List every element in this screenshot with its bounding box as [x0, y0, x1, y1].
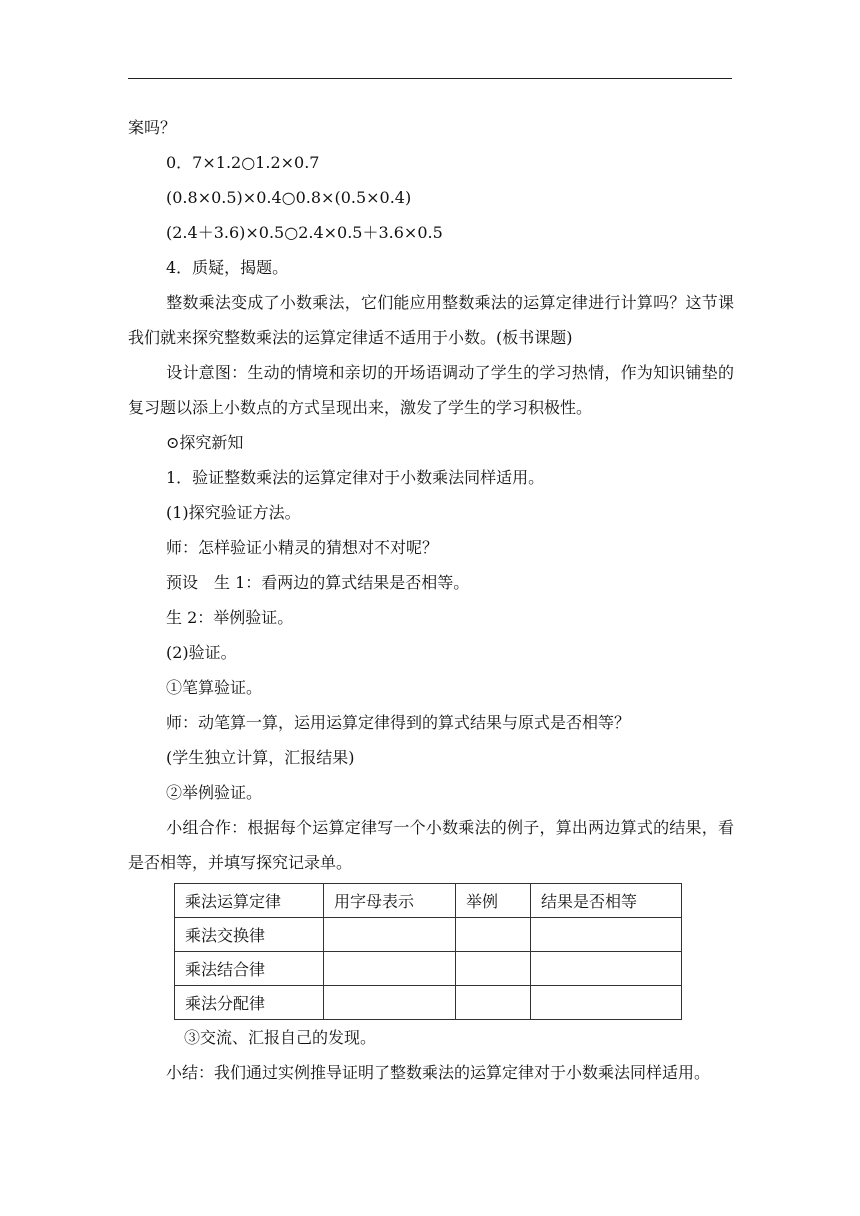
table-cell [456, 952, 531, 986]
table-cell [324, 952, 456, 986]
text-line: 预设 生 1：看两边的算式结果是否相等。 [166, 573, 470, 592]
section-heading: 4．质疑，揭题。 [166, 258, 289, 277]
table-header-cell: 举例 [456, 884, 531, 918]
paragraph: 整数乘法变成了小数乘法，它们能应用整数乘法的运算定律进行计算吗？这节课我们就来探究整数乘法的运算定律适不适用于小数。(板书课题) [128, 293, 734, 347]
table-cell [531, 918, 682, 952]
table-row [175, 952, 682, 986]
table-cell [456, 986, 531, 1020]
table-row [175, 986, 682, 1020]
text-line: (学生独立计算，汇报结果) [166, 748, 355, 767]
section-heading: ⊙探究新知 [166, 433, 244, 452]
text-line: ②举例验证。 [166, 783, 263, 802]
document-body [128, 110, 734, 1090]
header-rule [128, 78, 732, 79]
table-cell: 乘法交换律 [175, 918, 324, 952]
text-line: ③交流、汇报自己的发现。 [184, 1028, 377, 1047]
table-header-cell: 用字母表示 [324, 884, 456, 918]
table-cell [456, 918, 531, 952]
text-line: (1)探究验证方法。 [166, 503, 301, 522]
table-cell [531, 986, 682, 1020]
record-table [174, 883, 682, 1020]
table-cell [324, 986, 456, 1020]
table-cell: 乘法结合律 [175, 952, 324, 986]
table-cell: 乘法分配律 [175, 986, 324, 1020]
text-line: 1．验证整数乘法的运算定律对于小数乘法同样适用。 [166, 468, 545, 487]
table-header-row [175, 884, 682, 918]
table-header-cell: 结果是否相等 [531, 884, 682, 918]
text-line: 案吗？ [128, 118, 177, 137]
expression-line: 0．7×1.2○1.2×0.7 [166, 153, 320, 172]
paragraph: 设计意图：生动的情境和亲切的开场语调动了学生的学习热情，作为知识铺垫的复习题以添上小数点的方式呈现出来，激发了学生的学习积极性。 [128, 363, 734, 417]
text-line: 师：动笔算一算，运用运算定律得到的算式结果与原式是否相等？ [166, 713, 631, 732]
expression-line: (0.8×0.5)×0.4○0.8×(0.5×0.4) [166, 188, 412, 207]
text-line: (2)验证。 [166, 643, 237, 662]
text-line: 师：怎样验证小精灵的猜想对不对呢？ [166, 538, 439, 557]
table-row [175, 918, 682, 952]
text-line: 生 2：举例验证。 [166, 608, 294, 627]
paragraph: 小组合作：根据每个运算定律写一个小数乘法的例子，算出两边算式的结果，看是否相等，并填写探究记录单。 [128, 818, 734, 872]
summary-line: 小结：我们通过实例推导证明了整数乘法的运算定律对于小数乘法同样适用。 [166, 1063, 711, 1082]
expression-line: (2.4＋3.6)×0.5○2.4×0.5＋3.6×0.5 [166, 223, 443, 242]
table-header-cell: 乘法运算定律 [175, 884, 324, 918]
table-cell [324, 918, 456, 952]
text-line: ①笔算验证。 [166, 678, 263, 697]
table-cell [531, 952, 682, 986]
